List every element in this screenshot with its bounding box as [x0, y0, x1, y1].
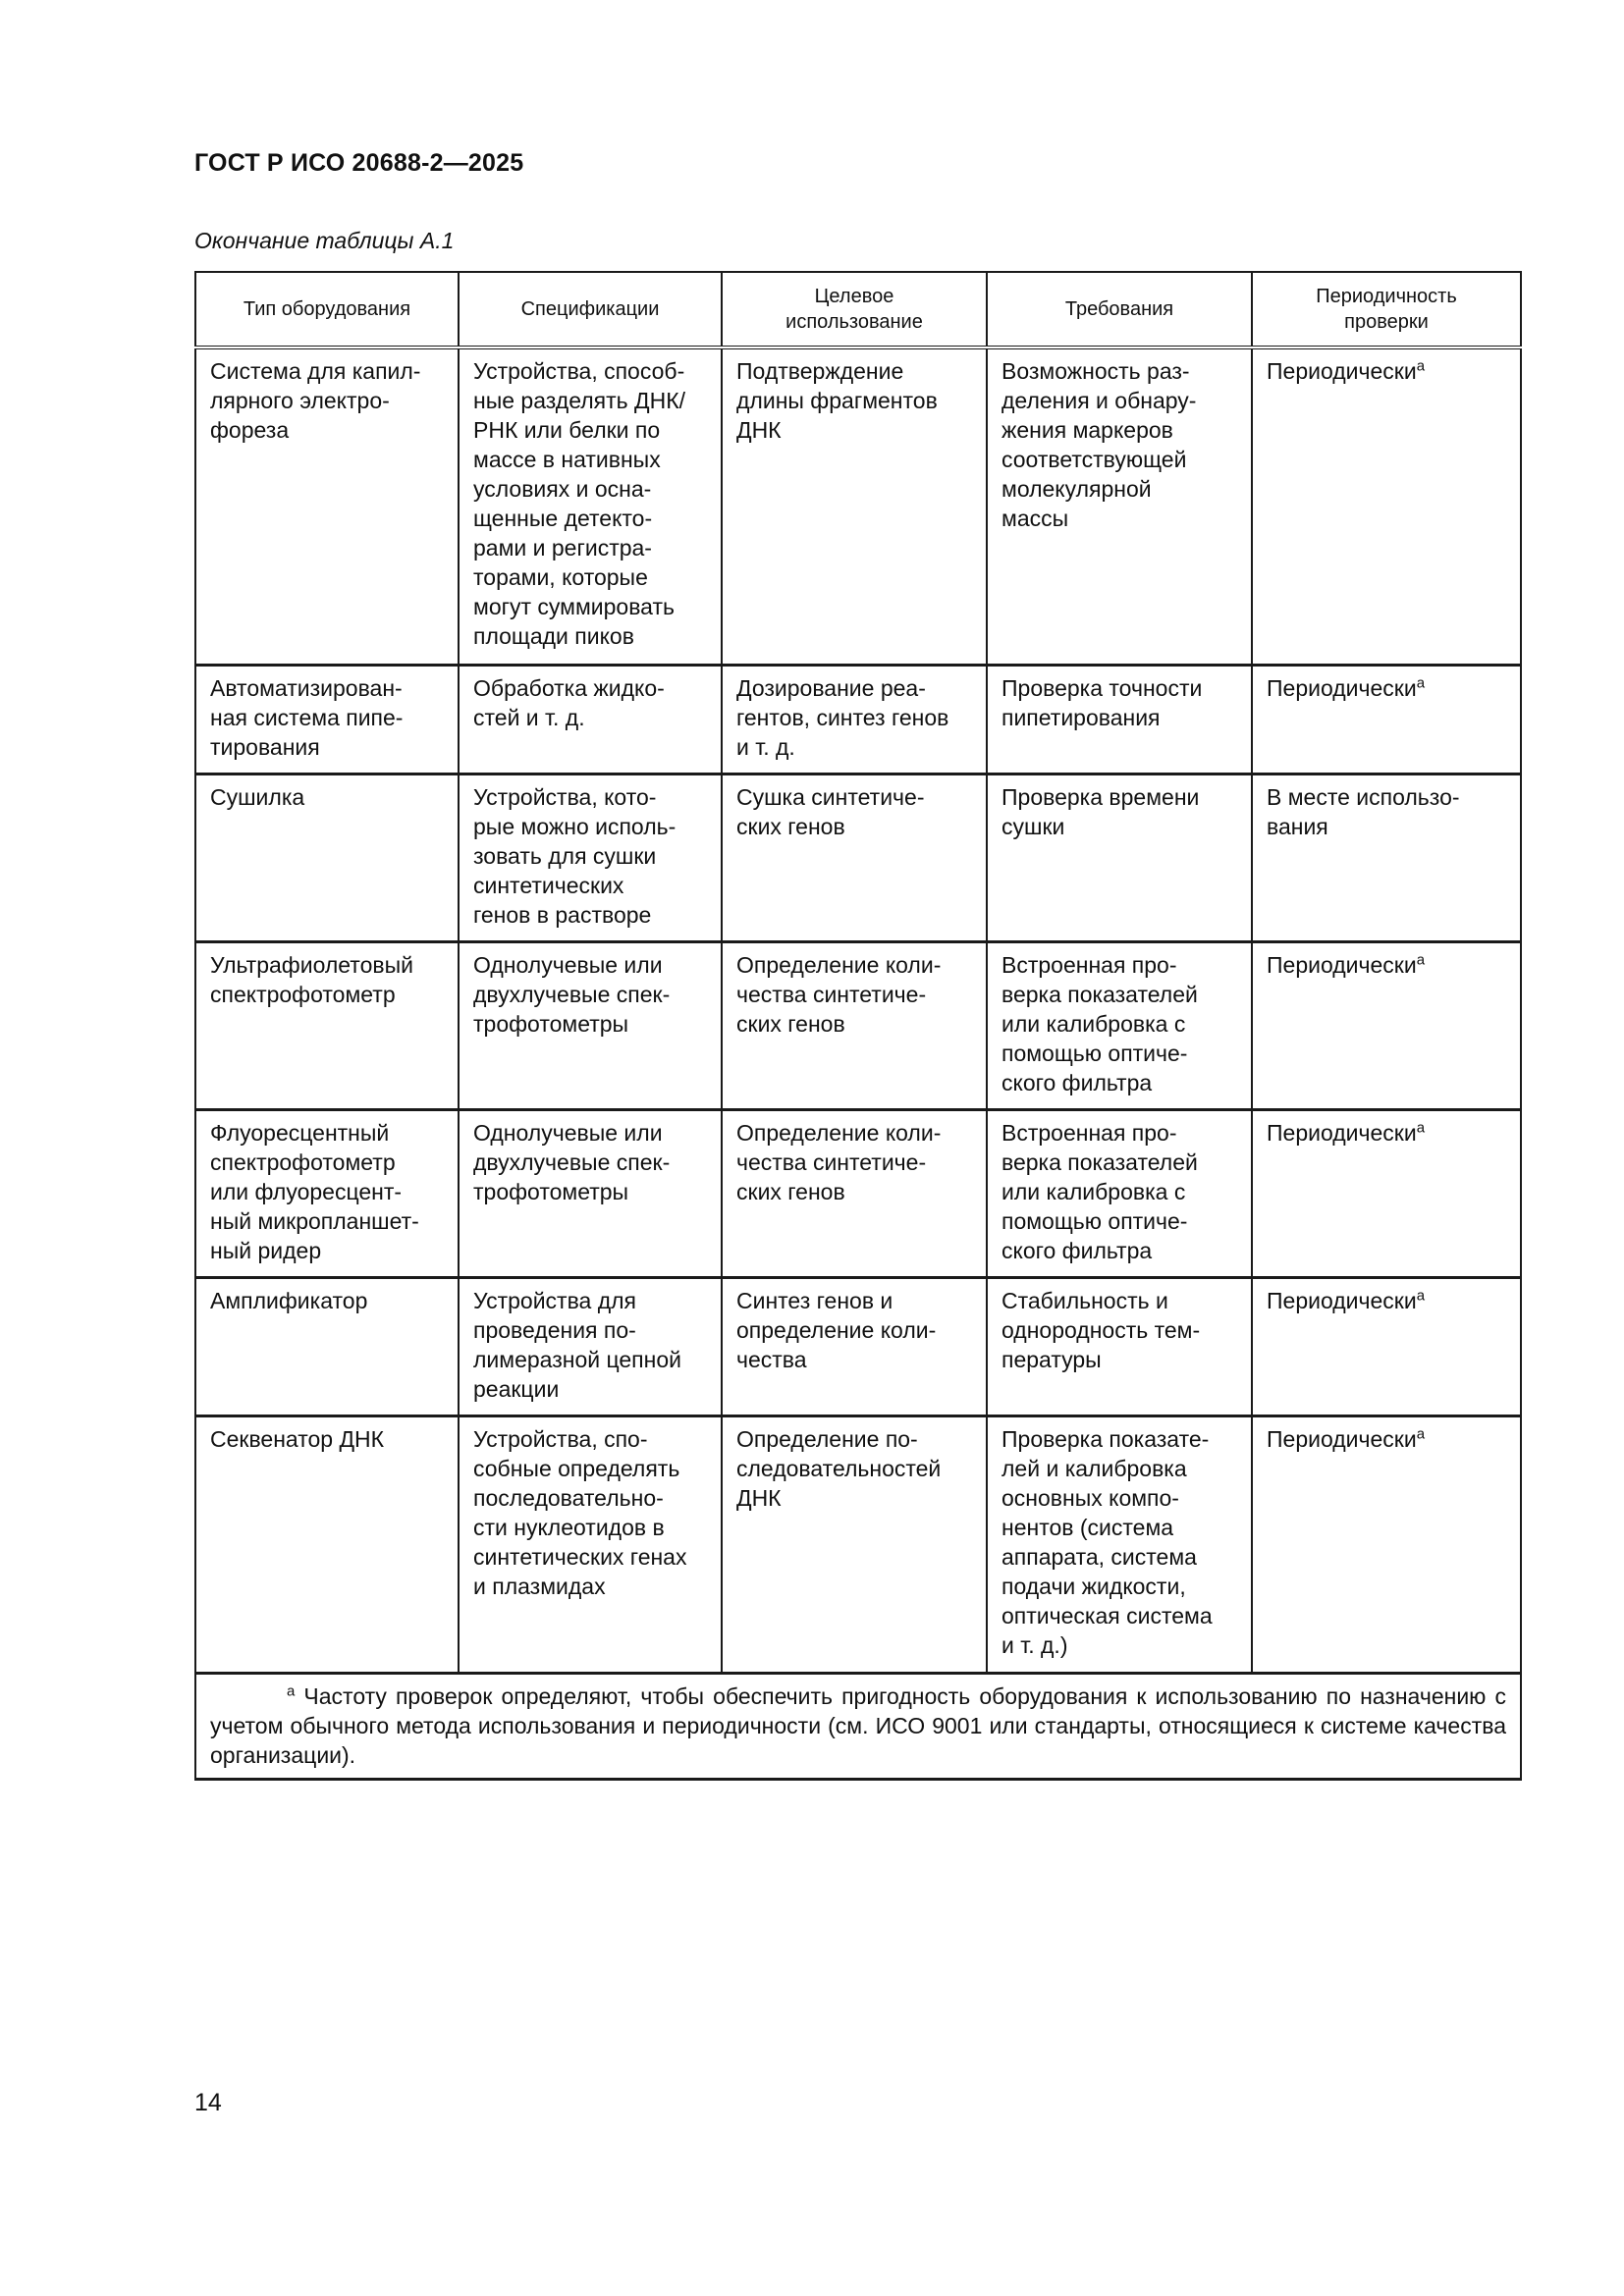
footnote-mark: a	[1416, 950, 1426, 968]
requirements-cell: Стабильность и однородность тем- пературы	[987, 1277, 1252, 1415]
use-cell: Определение по- следовательностей ДНК	[722, 1415, 987, 1673]
footnote-mark: a	[1416, 1118, 1426, 1136]
table-header	[195, 272, 1521, 347]
equipment-cell: Амплификатор	[195, 1277, 459, 1415]
period-text: Периодически	[1267, 1119, 1417, 1146]
specs-cell: Обработка жидко- стей и т. д.	[459, 665, 722, 774]
footnote-mark: a	[1416, 673, 1426, 691]
specs-cell: Устройства, способ- ные разделять ДНК/ РНК или белки по массе в нативных условиях и осна- щенные детекто- рами и регистра- торами, которые могут суммировать площади пиков	[459, 347, 722, 665]
document-header: ГОСТ Р ИСО 20688-2—2025	[194, 149, 524, 177]
column-header: Тип оборудования	[195, 272, 459, 347]
period-cell	[1252, 1277, 1521, 1415]
footnote-mark: a	[1416, 357, 1426, 375]
equipment-cell: Система для капил- лярного электро- фореза	[195, 347, 459, 665]
table-row	[195, 1109, 1521, 1277]
column-header: Целевое использование	[722, 272, 987, 347]
period-cell	[1252, 1109, 1521, 1277]
use-cell: Определение коли- чества синтетиче- ских генов	[722, 941, 987, 1109]
footnote-mark: a	[287, 1682, 296, 1699]
period-text: Периодически	[1267, 358, 1417, 384]
equipment-cell: Ультрафиолетовый спектрофотометр	[195, 941, 459, 1109]
equipment-cell: Флуоресцентный спектрофотометр или флуоресцент- ный микропланшет- ный ридер	[195, 1109, 459, 1277]
requirements-cell: Проверка времени сушки	[987, 774, 1252, 941]
period-cell	[1252, 1415, 1521, 1673]
period-text: Периодически	[1267, 1287, 1417, 1313]
specs-cell: Устройства для проведения по- лимеразной цепной реакции	[459, 1277, 722, 1415]
equipment-table	[194, 271, 1522, 1781]
requirements-cell: Проверка точности пипетирования	[987, 665, 1252, 774]
period-text: Периодически	[1267, 951, 1417, 978]
equipment-cell: Автоматизирован- ная система пипе- тирования	[195, 665, 459, 774]
specs-cell: Однолучевые или двухлучевые спек- трофотометры	[459, 941, 722, 1109]
requirements-cell: Возможность раз- деления и обнару- жения маркеров соответствующей молекулярной массы	[987, 347, 1252, 665]
requirements-cell: Встроенная про- верка показателей или калибровка с помощью оптиче- ского фильтра	[987, 941, 1252, 1109]
equipment-cell: Сушилка	[195, 774, 459, 941]
table-row	[195, 347, 1521, 665]
use-cell: Синтез генов и определение коли- чества	[722, 1277, 987, 1415]
column-header: Спецификации	[459, 272, 722, 347]
footnote-mark: a	[1416, 1286, 1426, 1304]
requirements-cell: Проверка показате- лей и калибровка основных компо- нентов (система аппарата, система подачи жидкости, оптическая система и т. д.)	[987, 1415, 1252, 1673]
use-cell: Сушка синтетиче- ских генов	[722, 774, 987, 941]
table-row	[195, 1277, 1521, 1415]
use-cell: Определение коли- чества синтетиче- ских генов	[722, 1109, 987, 1277]
specs-cell: Однолучевые или двухлучевые спек- трофотометры	[459, 1109, 722, 1277]
column-header: Требования	[987, 272, 1252, 347]
footnote-mark: a	[1416, 1424, 1426, 1442]
table-row	[195, 774, 1521, 941]
footnote-row	[195, 1673, 1521, 1779]
specs-cell: Устройства, кото- рые можно исполь- зовать для сушки синтетических генов в растворе	[459, 774, 722, 941]
page-number: 14	[194, 2089, 222, 2116]
column-header: Периодичность проверки	[1252, 272, 1521, 347]
table-caption: Окончание таблицы А.1	[194, 228, 455, 253]
table-footnote	[195, 1673, 1521, 1779]
period-text: Периодически	[1267, 1425, 1417, 1452]
period-cell	[1252, 347, 1521, 665]
equipment-cell: Секвенатор ДНК	[195, 1415, 459, 1673]
use-cell: Подтверждение длины фрагментов ДНК	[722, 347, 987, 665]
requirements-cell: Встроенная про- верка показателей или калибровка с помощью оптиче- ского фильтра	[987, 1109, 1252, 1277]
footnote-text: Частоту проверок определяют, чтобы обеспечить пригодность оборудования к использованию по назначению с учетом обычного метода использования и периодичности (см. ИСО 9001 или стандарты, относящиеся к системе качества организации).	[210, 1682, 1506, 1768]
table-row	[195, 665, 1521, 774]
period-cell	[1252, 774, 1521, 941]
specs-cell: Устройства, спо- собные определять последовательно- сти нуклеотидов в синтетических генах и плазмидах	[459, 1415, 722, 1673]
period-cell	[1252, 941, 1521, 1109]
use-cell: Дозирование реа- гентов, синтез генов и т. д.	[722, 665, 987, 774]
table-row	[195, 941, 1521, 1109]
period-text: В месте использо- вания	[1267, 783, 1460, 839]
period-text: Периодически	[1267, 674, 1417, 701]
period-cell	[1252, 665, 1521, 774]
table-row	[195, 1415, 1521, 1673]
